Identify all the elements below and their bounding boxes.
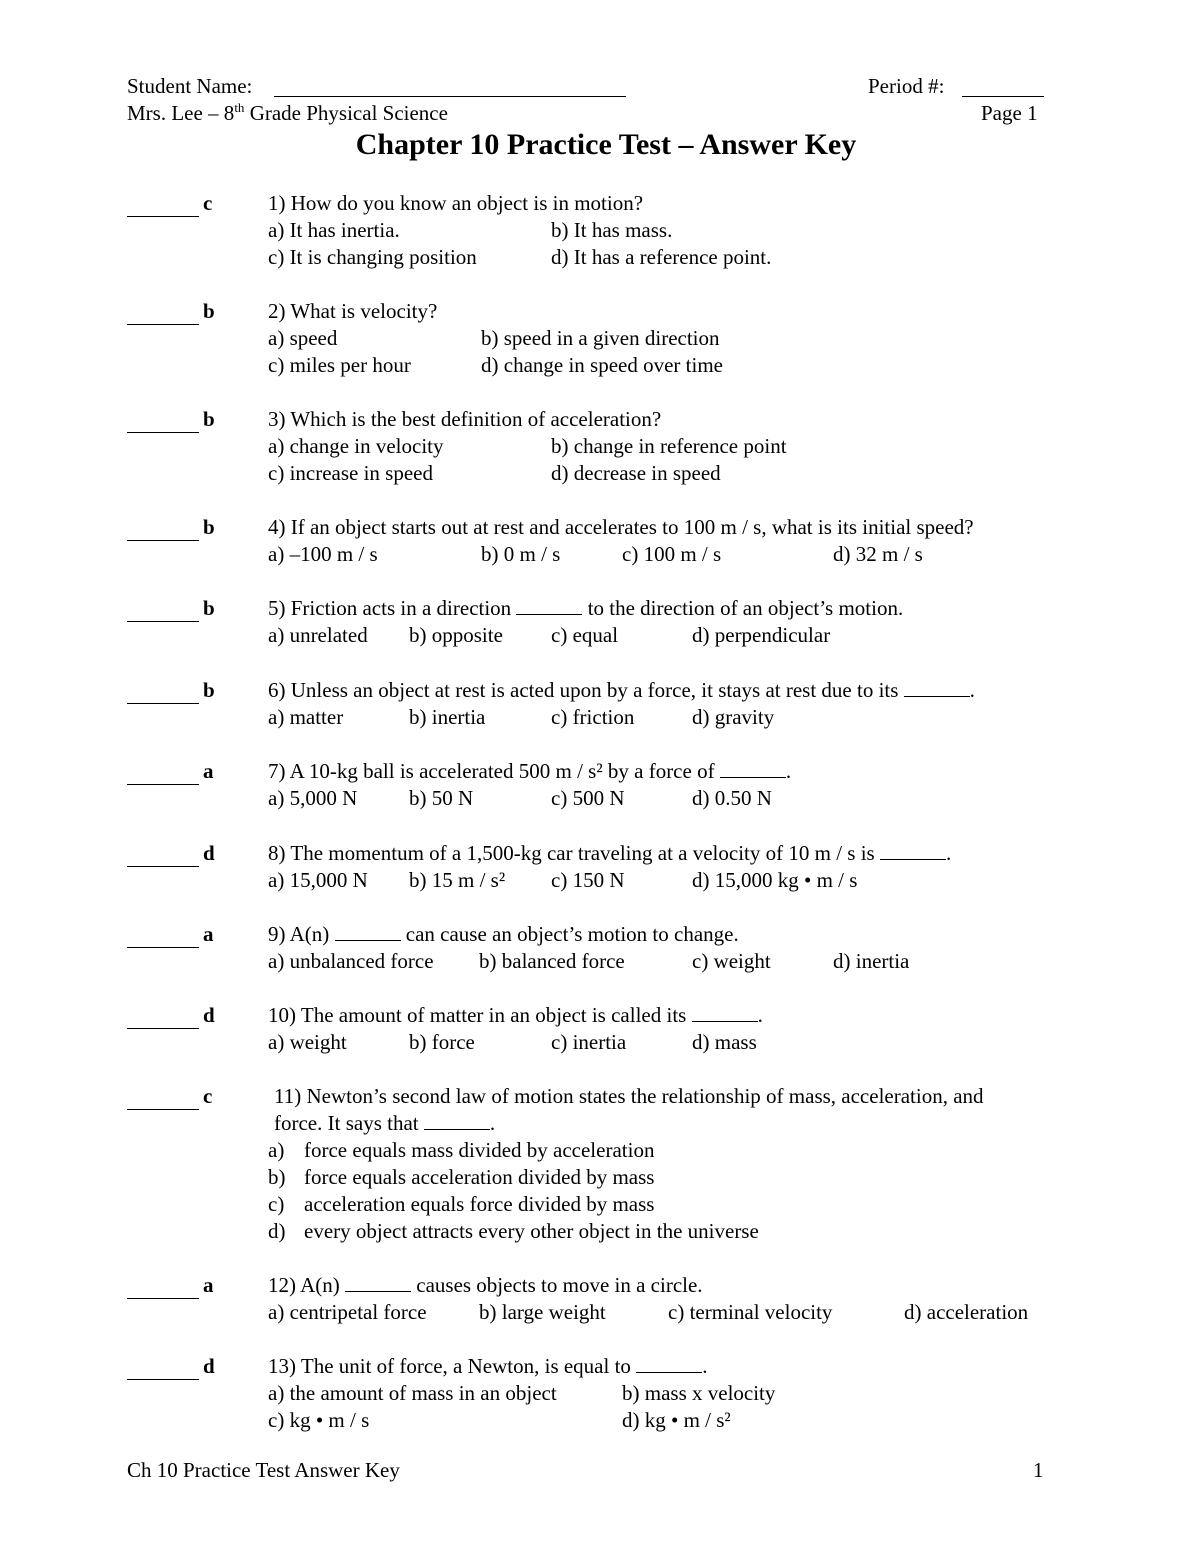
option-c: acceleration equals force divided by mass	[304, 1192, 655, 1216]
option-c: c) weight	[692, 949, 771, 973]
page-label: Page 1	[981, 101, 1038, 125]
fill-in-blank[interactable]	[880, 843, 946, 860]
question-stem: 13) The unit of force, a Newton, is equal to .	[268, 1354, 708, 1378]
option-d: d) mass	[692, 1030, 757, 1054]
option-d: d) gravity	[692, 705, 775, 729]
option-a: a) the amount of mass in an object	[268, 1381, 557, 1405]
fill-in-blank[interactable]	[636, 1356, 702, 1373]
option-c: c) equal	[551, 623, 619, 647]
answer-blank[interactable]	[127, 603, 199, 622]
option-c: c) miles per hour	[268, 353, 411, 377]
option-a: a) unrelated	[268, 623, 368, 647]
answer-blank[interactable]	[127, 1361, 199, 1380]
option-d: d) inertia	[833, 949, 910, 973]
option-c: c) 500 N	[551, 786, 625, 810]
answer-letter: b	[203, 299, 215, 323]
option-d: every object attracts every other object in the universe	[304, 1219, 759, 1243]
option-c: c) inertia	[551, 1030, 627, 1054]
option-b: b) 15 m / s²	[409, 868, 506, 892]
answer-letter: d	[203, 841, 215, 865]
option-a: a) weight	[268, 1030, 347, 1054]
option-b: force equals acceleration divided by mass	[304, 1165, 655, 1189]
option-d: d) 0.50 N	[692, 786, 772, 810]
page-title: Chapter 10 Practice Test – Answer Key	[355, 128, 857, 161]
answer-blank[interactable]	[127, 1010, 199, 1029]
option-d: d) change in speed over time	[481, 353, 723, 377]
option-d: d) kg • m / s²	[622, 1408, 731, 1432]
option-d: d) decrease in speed	[551, 461, 721, 485]
question-stem: 1) How do you know an object is in motion?	[268, 191, 644, 215]
answer-letter: d	[203, 1354, 215, 1378]
question-stem: 9) A(n) can cause an object’s motion to change.	[268, 922, 739, 946]
option-c: c) increase in speed	[268, 461, 433, 485]
option-c: c) 150 N	[551, 868, 625, 892]
answer-letter: c	[203, 1084, 213, 1108]
answer-blank[interactable]	[127, 198, 199, 217]
answer-letter: c	[203, 191, 213, 215]
question-stem: 2) What is velocity?	[268, 299, 438, 323]
option-d: d) perpendicular	[692, 623, 831, 647]
answer-blank[interactable]	[127, 306, 199, 325]
answer-blank[interactable]	[127, 414, 199, 433]
period-field[interactable]	[962, 78, 1044, 97]
question-stem: 4) If an object starts out at rest and accelerates to 100 m / s, what is its initial speed?	[268, 515, 974, 539]
answer-blank[interactable]	[127, 1280, 199, 1299]
teacher-line: Mrs. Lee – 8th Grade Physical Science	[127, 100, 448, 125]
answer-blank[interactable]	[127, 522, 199, 541]
option-d: d) 32 m / s	[833, 542, 923, 566]
option-a: a) unbalanced force	[268, 949, 434, 973]
option-c: c) friction	[551, 705, 635, 729]
option-a: a) 5,000 N	[268, 786, 358, 810]
option-a: force equals mass divided by acceleration	[304, 1138, 655, 1162]
option-b: b) force	[409, 1030, 475, 1054]
option-b: b) opposite	[409, 623, 503, 647]
answer-blank[interactable]	[127, 1091, 199, 1110]
footer-page-number: 1	[1033, 1458, 1044, 1482]
question-stem: 8) The momentum of a 1,500-kg car traveling at a velocity of 10 m / s is .	[268, 841, 952, 865]
answer-letter: b	[203, 678, 215, 702]
question-stem: 11) Newton’s second law of motion states the relationship of mass, acceleration, and	[274, 1084, 984, 1108]
answer-letter: b	[203, 515, 215, 539]
option-b: b) 50 N	[409, 786, 474, 810]
option-a: a) speed	[268, 326, 338, 350]
question-stem: 10) The amount of matter in an object is called its .	[268, 1003, 763, 1027]
fill-in-blank[interactable]	[904, 680, 970, 697]
option-d-letter: d)	[268, 1219, 286, 1243]
answer-letter: b	[203, 407, 215, 431]
answer-letter: a	[203, 759, 214, 783]
option-a: a) centripetal force	[268, 1300, 427, 1324]
option-c-letter: c)	[268, 1192, 285, 1216]
fill-in-blank[interactable]	[516, 598, 582, 615]
option-c: c) 100 m / s	[622, 542, 722, 566]
option-b: b) speed in a given direction	[481, 326, 720, 350]
fill-in-blank[interactable]	[345, 1275, 411, 1292]
option-b: b) 0 m / s	[481, 542, 561, 566]
student-name-label: Student Name:	[127, 74, 253, 98]
fill-in-blank[interactable]	[692, 1005, 758, 1022]
question-stem: 5) Friction acts in a direction to the direction of an object’s motion.	[268, 596, 904, 620]
option-b: b) large weight	[479, 1300, 606, 1324]
option-c: c) kg • m / s	[268, 1408, 370, 1432]
option-b: b) mass x velocity	[622, 1381, 776, 1405]
option-a: a) 15,000 N	[268, 868, 368, 892]
option-d: d) acceleration	[904, 1300, 1029, 1324]
option-d: d) It has a reference point.	[551, 245, 772, 269]
question-stem: 6) Unless an object at rest is acted upon by a force, it stays at rest due to its .	[268, 678, 975, 702]
answer-blank[interactable]	[127, 929, 199, 948]
question-stem: 12) A(n) causes objects to move in a circle.	[268, 1273, 703, 1297]
answer-blank[interactable]	[127, 848, 199, 867]
answer-blank[interactable]	[127, 766, 199, 785]
option-b-letter: b)	[268, 1165, 286, 1189]
option-b: b) change in reference point	[551, 434, 787, 458]
answer-letter: b	[203, 596, 215, 620]
fill-in-blank[interactable]	[720, 761, 786, 778]
fill-in-blank[interactable]	[424, 1113, 490, 1130]
option-a: a) It has inertia.	[268, 218, 400, 242]
answer-blank[interactable]	[127, 685, 199, 704]
fill-in-blank[interactable]	[335, 924, 401, 941]
footer-title: Ch 10 Practice Test Answer Key	[127, 1458, 400, 1482]
option-d: d) 15,000 kg • m / s	[692, 868, 858, 892]
period-label: Period #:	[868, 74, 945, 98]
option-b: b) balanced force	[479, 949, 625, 973]
option-a: a) –100 m / s	[268, 542, 378, 566]
question-stem-continued: force. It says that .	[274, 1111, 496, 1135]
answer-letter: a	[203, 922, 214, 946]
question-stem: 7) A 10-kg ball is accelerated 500 m / s² by a force of .	[268, 759, 792, 783]
option-b: b) inertia	[409, 705, 486, 729]
option-c: c) terminal velocity	[668, 1300, 833, 1324]
question-stem: 3) Which is the best definition of acceleration?	[268, 407, 662, 431]
student-name-field[interactable]	[274, 78, 626, 97]
answer-letter: a	[203, 1273, 214, 1297]
option-a-letter: a)	[268, 1138, 285, 1162]
answer-letter: d	[203, 1003, 215, 1027]
option-a: a) change in velocity	[268, 434, 444, 458]
option-b: b) It has mass.	[551, 218, 673, 242]
option-c: c) It is changing position	[268, 245, 477, 269]
option-a: a) matter	[268, 705, 344, 729]
